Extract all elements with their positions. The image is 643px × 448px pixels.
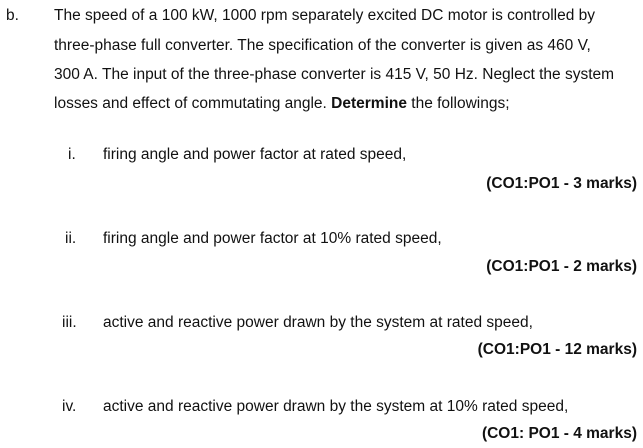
paragraph-line-4-prefix: losses and effect of commutating angle.	[54, 95, 332, 112]
determine-keyword: Determine	[331, 95, 407, 112]
paragraph-line-1: The speed of a 100 kW, 1000 rpm separately excited DC motor is controlled by	[54, 7, 596, 24]
item-text-iii: active and reactive power drawn by the system at rated speed,	[103, 314, 533, 331]
paragraph-line-4-suffix: the followings;	[406, 95, 510, 112]
item-marks-iv: (CO1: PO1 - 4 marks)	[481, 425, 637, 442]
item-marks-iii: (CO1:PO1 - 12 marks)	[477, 341, 637, 358]
item-text-iv: active and reactive power drawn by the system at 10% rated speed,	[103, 398, 569, 415]
item-number-i: i.	[68, 146, 76, 163]
paragraph-line-2: three-phase full converter. The specification of the converter is given as 460 V,	[54, 37, 591, 54]
item-number-ii: ii.	[65, 230, 77, 247]
item-marks-i: (CO1:PO1 - 3 marks)	[486, 175, 637, 192]
question-label: b.	[6, 7, 19, 24]
item-text-i: firing angle and power factor at rated speed,	[103, 146, 407, 163]
paragraph-line-3: 300 A. The input of the three-phase converter is 415 V, 50 Hz. Neglect the system	[54, 66, 615, 83]
item-number-iii: iii.	[62, 314, 77, 331]
item-marks-ii: (CO1:PO1 - 2 marks)	[486, 258, 637, 275]
item-number-iv: iv.	[62, 398, 77, 415]
paragraph-line-4	[54, 95, 510, 113]
item-text-ii: firing angle and power factor at 10% rated speed,	[103, 230, 442, 247]
